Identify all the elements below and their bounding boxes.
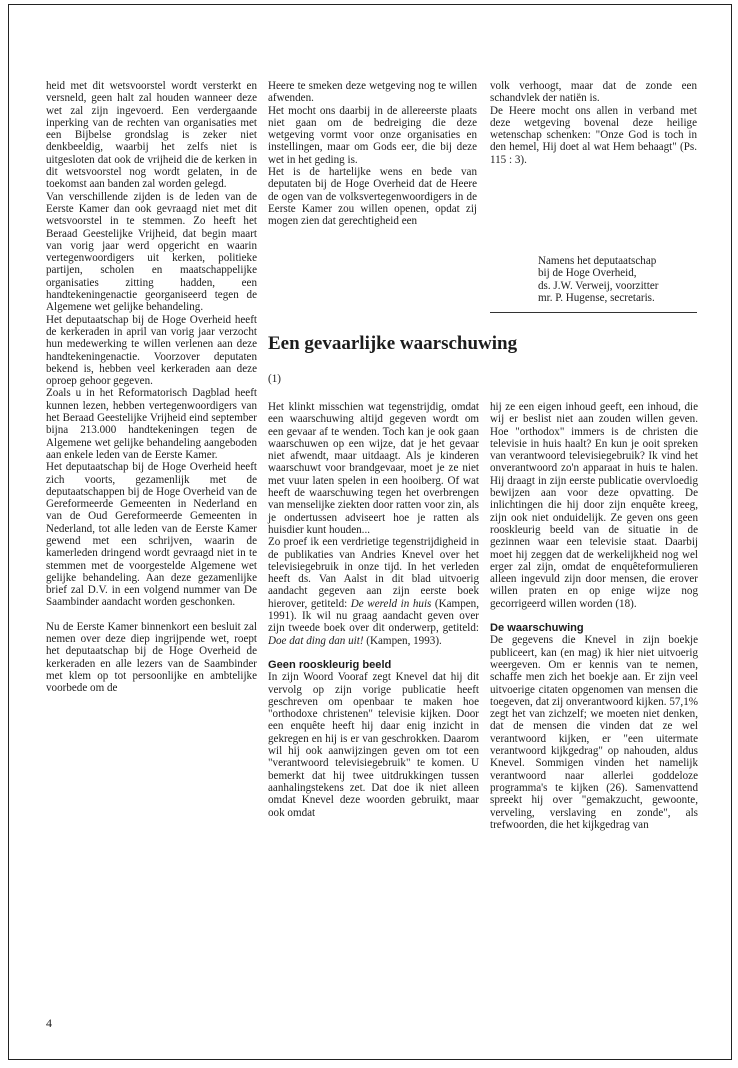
paragraph xyxy=(268,536,479,647)
section-divider xyxy=(490,312,697,313)
paragraph: hij ze een eigen inhoud geeft, een inhoud, die wij er beslist niet aan zouden willen geven. Hoe "orthodox" immers is de christen die televisie in huis haalt? En kun je ooit spreken van verantwoord televisiegebruik? Ik vind het onverantwoord zo'n apparaat in huis te halen. Hij draagt in zijn eerste publicatie overvloedig bewijzen aan voor deze opvatting. De inlichtingen die hij door zijn enquête kreeg, zijn ook niet onduidelijk. Ze geven ons geen rooskleurig beeld van de situatie in de gezinnen waar een televisie staat. Daarbij moet hij zeggen dat de werkelijkheid nog wel erger zal zijn, omdat de enquêteformulieren alleen ingevuld zijn door mensen, die erover willen praten en op enige wijze nog gecorrigeerd willen worden (18). xyxy=(490,401,698,610)
book-title: Doe dat ding dan uit! xyxy=(268,634,364,647)
subheading: De waarschuwing xyxy=(490,622,584,635)
paragraph: volk verhoogt, maar dat de zonde een schandvlek der natiën is. xyxy=(490,80,697,105)
paragraph: Het is de hartelijke wens en bede van deputaten bij de Hoge Overheid dat de Heere de ogen van de volksvertegenwoordigers in de Eerste Kamer zou willen openen, opdat zij mogen zien dat gerechtigheid een xyxy=(268,166,477,228)
article-column-2 xyxy=(490,401,698,831)
page-number: 4 xyxy=(46,1016,52,1030)
paragraph: Nu de Eerste Kamer binnenkort een besluit zal nemen over deze diep ingrijpende wet, roept het deputaatschap bij de Hoge Overheid de kerkeraden en alle lezers van de Saambinder met klem op tot persoonlijke en ambtelijke voorbede om de xyxy=(46,620,257,695)
paragraph: De Heere mocht ons allen in verband met deze wetgeving bovenal deze heilige wetenschap schenken: "Onze God is toch in den hemel, Hij doet al wat Hem behaagt" (Ps. 115 : 3). xyxy=(490,104,697,166)
signature-block xyxy=(538,255,708,304)
subheading: Geen rooskleurig beeld xyxy=(268,658,392,671)
text-run: Zo proef ik een verdrietige tegenstrijdigheid in de publikaties van Andries Knevel over het televisiegebruik in onze tijd. In het verleden heeft ds. Van Aalst in dit blad uitvoerig aandacht gegeven aan zijn eerste boek hierover, getiteld: xyxy=(268,536,479,610)
signature-line: mr. P. Hugense, secretaris. xyxy=(538,291,655,304)
text-run: (Kampen, 1991). Ik wil nu graag aandacht geven over zijn tweede boek over dit onderwerp, getiteld: xyxy=(268,597,479,635)
paragraph: heid met dit wetsvoorstel wordt versterkt en versneld, geen halt zal houden wanneer deze wet zal zijn ingevoerd. Een verdergaande inperking van de rechten van organisaties met een Bijbelse grondslag is zeker niet denkbeeldig, waarbij het zelfs niet is uitgesloten dat ook de vrijheid die de kerken in dit wetsvoorstel nog wordt gelaten, in de toekomst aan banden zal worden gelegd. xyxy=(46,80,257,191)
article-title: Een gevaarlijke waarschuwing xyxy=(268,333,518,354)
paragraph: Van verschillende zijden is de leden van de Eerste Kamer dan ook gevraagd niet met dit wetsvoorstel in te stemmen. Zo heeft het Beraad Geestelijke Vrijheid, dat begin maart van vorig jaar werd opgericht en waarin vertegenwoordigers uit kerken, politieke partijen, scholen en maatschappelijke organisaties zitting hadden, een handtekeningenactie georganiseerd tegen de Algemene wet gelijke behandeling. xyxy=(46,190,257,314)
text-run: (Kampen, 1993). xyxy=(363,634,442,647)
book-title: De wereld in huis xyxy=(350,597,432,610)
paragraph: Heere te smeken deze wetgeving nog te willen afwenden. xyxy=(268,80,477,105)
article-part-number: (1) xyxy=(268,373,281,385)
paragraph: Het deputaatschap bij de Hoge Overheid heeft zich voorts, gezamenlijk met de deputaatschappen bij de Hoge Overheid van de Gereformeerde Gemeenten in Nederland en van de Oud Gereformeerde Gemeenten in Nederland, tot alle leden van de Eerste Kamer gewend met een schrijven, waarin de kamerleden dringend wordt gevraagd niet in te stemmen met de voorgestelde Algemene wet gelijke behandeling. Aan deze gezamenlijke brief zal D.V. in een volgend nummer van De Saambinder aandacht worden geschonken. xyxy=(46,461,257,609)
paragraph: In zijn Woord Vooraf zegt Knevel dat hij dit vervolg op zijn vorige publicatie heeft geschreven om openbaar te maken hoe "orthodoxe christenen" televisie kijken. Door een enquête heeft hij daar enig inzicht in gekregen en hij is er van geschrokken. Daarom wil hij ook aanwijzingen geven om tot een "verantwoord televisiegebruik" te komen. U bemerkt dat hij twee uitdrukkingen tussen aanhalingstekens zet. Dat doe ik niet alleen omdat Knevel deze woorden gebruikt, maar ook omdat xyxy=(268,671,479,819)
signature-line: Namens het deputaatschap xyxy=(538,255,657,267)
paragraph: Zoals u in het Reformatorisch Dagblad heeft kunnen lezen, hebben vertegenwoordigers van het Beraad Geestelijke Vrijheid eind september bijna 213.000 handtekeningen tegen de Algemene wet gelijke behandeling aangeboden aan enkele leden van de Eerste Kamer. xyxy=(46,387,257,461)
paragraph: Het mocht ons daarbij in de allereerste plaats niet gaan om de bedreiging die deze wetgeving vormt voor onze organisaties en instellingen, maar om Gods eer, die bij deze wet in het geding is. xyxy=(268,104,477,166)
signature-line: ds. J.W. Verweij, voorzitter xyxy=(538,279,659,292)
column-2-continuation xyxy=(268,80,477,228)
article-column-1 xyxy=(268,401,479,819)
paragraph: De gegevens die Knevel in zijn boekje publiceert, kan (en mag) ik hier niet uitvoerig weergeven. Om er kennis van te nemen, schaffe men zich het boekje aan. Er zijn veel uitvoerige citaten opgenomen van mensen die toegeven, dat zij onverantwoord kijken. 57,1% zegt het van zichzelf; we moeten niet denken, dat de mensen die vinden dat ze wel verantwoord kijken, er "een uitermate verantwoord kijkgedrag" op nahouden, aldus Knevel. Sommigen vinden het namelijk verantwoord naar allerlei goddeloze programma's te kijken (26). Samenvattend spreekt hij over "gemakzucht, gewoonte, verveling, verslaving en zonde", als trefwoorden, die het kijkgedrag van xyxy=(490,634,698,831)
paragraph: Het deputaatschap bij de Hoge Overheid heeft de kerkeraden in april van vorig jaar verzocht hun medewerking te willen verlenen aan deze handtekeningenactie. Voorzover deputaten bekend is, hebben veel kerkeraden aan deze oproep gehoor gegeven. xyxy=(46,313,257,388)
column-1-continuation xyxy=(46,80,257,695)
column-3-continuation xyxy=(490,80,697,166)
paragraph: Het klinkt misschien wat tegenstrijdig, omdat een waarschuwing altijd gegeven wordt om een gevaar af te wenden. Toch kan je ook gaan waarschuwen op een wijze, dat je het gevaar niet afwendt, maar uitdaagt. Als je kinderen waarschuwt voor brandgevaar, moet je ze niet met vuur laten spelen in een hooiberg. Of wat heeft de waarschuwing tegen het overbrengen van menselijke ziekten door ratten voor zin, als je ondertussen adviseert hoe je ratten als huisdier kunt houden... xyxy=(268,401,479,536)
signature-line: bij de Hoge Overheid, xyxy=(538,267,637,280)
